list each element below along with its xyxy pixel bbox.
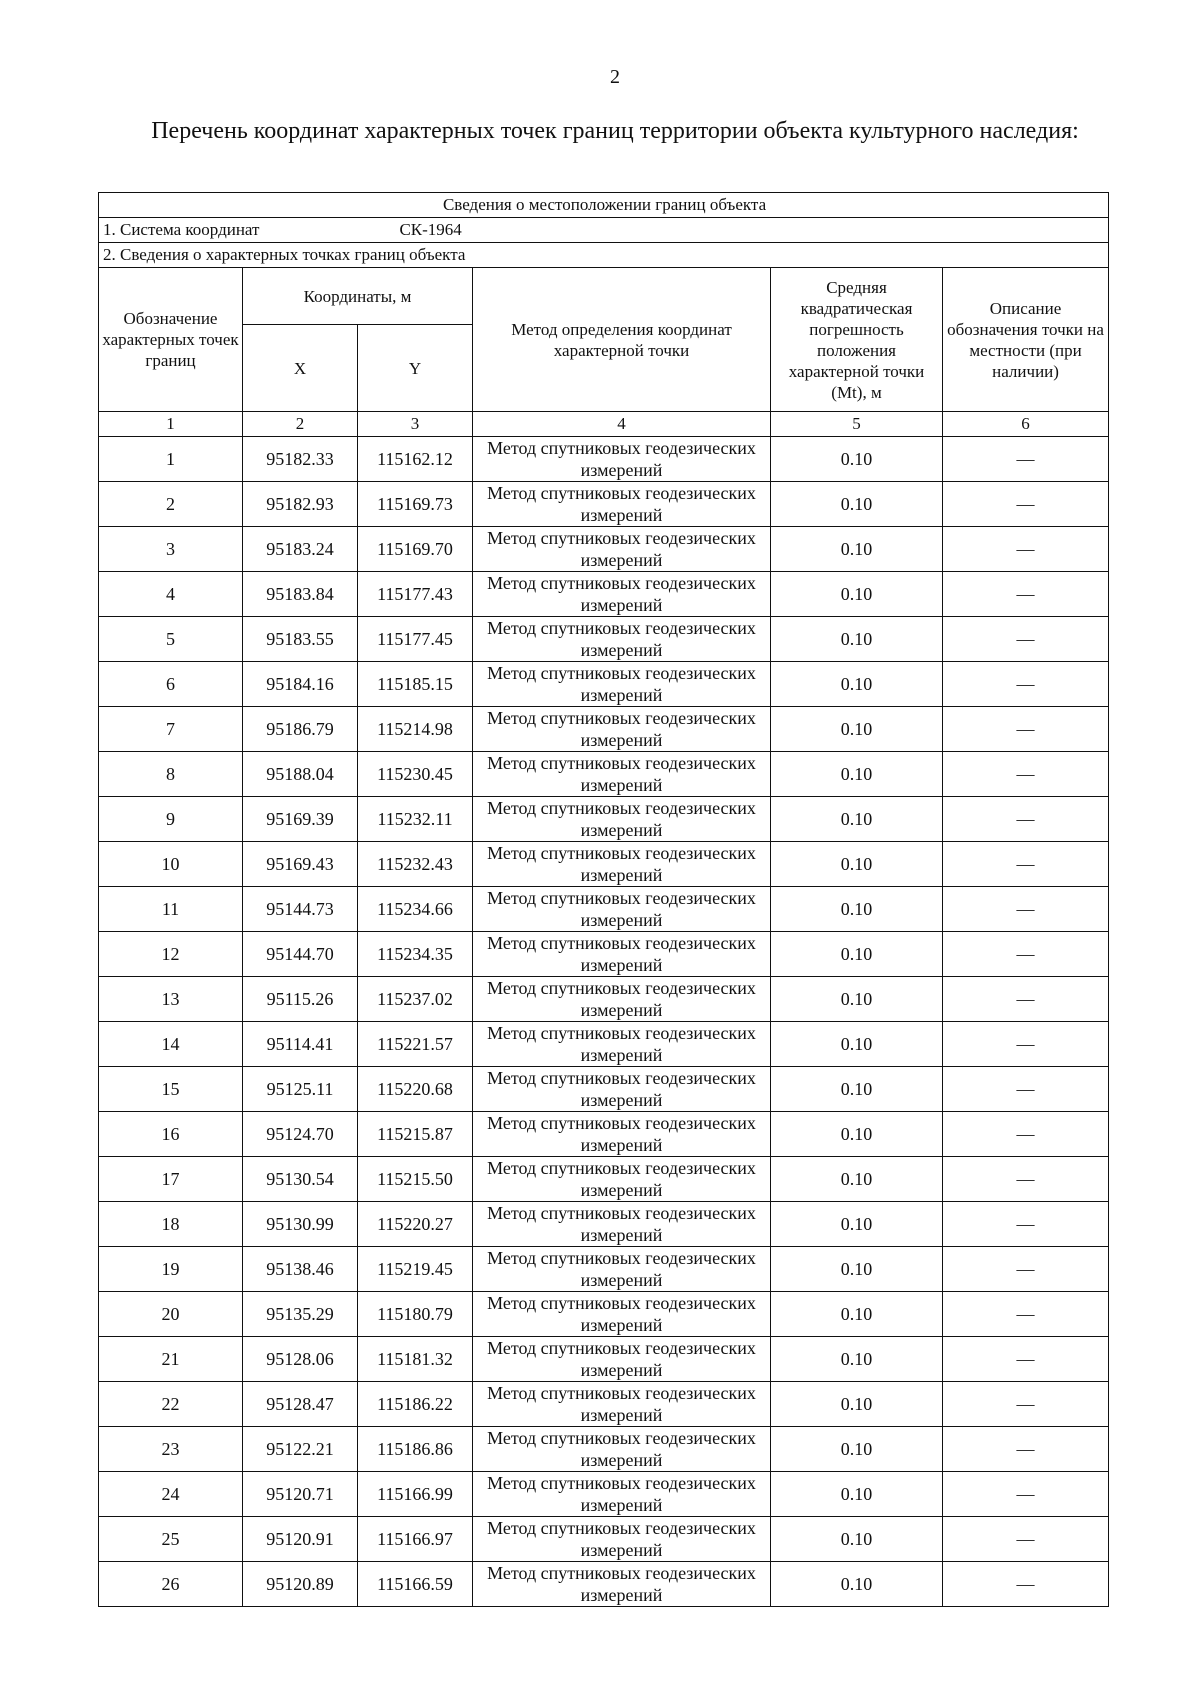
point-id: 6 [99,662,243,707]
point-id: 9 [99,797,243,842]
method-cell: Метод спутниковых геодезических измерений [473,1202,771,1247]
point-id: 19 [99,1247,243,1292]
description-cell: — [943,1517,1109,1562]
coordinate-y: 115232.43 [358,842,473,887]
description-cell: — [943,752,1109,797]
section-title: Сведения о местоположении границ объекта [99,193,1109,218]
point-id: 3 [99,527,243,572]
error-cell: 0.10 [771,887,943,932]
coordinate-x: 95125.11 [243,1067,358,1112]
header-x: X [243,325,358,412]
description-cell: — [943,527,1109,572]
header-description: Описание обозначения точки на местности (при наличии) [943,268,1109,412]
point-id: 5 [99,617,243,662]
table-row [99,527,1109,572]
coordinate-y: 115220.27 [358,1202,473,1247]
table-row [99,1337,1109,1382]
point-id: 11 [99,887,243,932]
point-id: 4 [99,572,243,617]
coordinate-y: 115234.66 [358,887,473,932]
coordinate-y: 115186.22 [358,1382,473,1427]
error-cell: 0.10 [771,1472,943,1517]
table-row [99,842,1109,887]
table-row [99,887,1109,932]
column-number: 5 [771,412,943,437]
coordinate-x: 95122.21 [243,1427,358,1472]
coordinate-y: 115234.35 [358,932,473,977]
coordinate-x: 95183.24 [243,527,358,572]
coordinate-x: 95128.47 [243,1382,358,1427]
points-section-label: 2. Сведения о характерных точках границ объекта [99,243,1109,268]
coordinate-system-row [99,218,1109,243]
coordinate-y: 115169.70 [358,527,473,572]
table-row [99,662,1109,707]
table-row [99,1022,1109,1067]
point-id: 18 [99,1202,243,1247]
method-cell: Метод спутниковых геодезических измерений [473,977,771,1022]
table-row [99,1517,1109,1562]
table-row [99,977,1109,1022]
method-cell: Метод спутниковых геодезических измерений [473,1337,771,1382]
coordinate-y: 115180.79 [358,1292,473,1337]
method-cell: Метод спутниковых геодезических измерений [473,527,771,572]
description-cell: — [943,797,1109,842]
table-row [99,1472,1109,1517]
header-error: Средняя квадратическая погрешность положения характерной точки (Mt), м [771,268,943,412]
coordinate-y: 115166.59 [358,1562,473,1607]
coordinate-x: 95144.70 [243,932,358,977]
description-cell: — [943,1247,1109,1292]
table-row [99,1067,1109,1112]
error-cell: 0.10 [771,1382,943,1427]
coordinate-y: 115237.02 [358,977,473,1022]
error-cell: 0.10 [771,1427,943,1472]
description-cell: — [943,437,1109,482]
coordinate-x: 95120.89 [243,1562,358,1607]
coordinate-x: 95188.04 [243,752,358,797]
header-coordinates: Координаты, м [243,268,473,325]
header-designation: Обозначение характерных точек границ [99,268,243,412]
table-row [99,1157,1109,1202]
point-id: 7 [99,707,243,752]
error-cell: 0.10 [771,1022,943,1067]
description-cell: — [943,1337,1109,1382]
coordinate-y: 115230.45 [358,752,473,797]
table-row [99,707,1109,752]
error-cell: 0.10 [771,1112,943,1157]
error-cell: 0.10 [771,842,943,887]
method-cell: Метод спутниковых геодезических измерений [473,437,771,482]
coordinate-x: 95120.71 [243,1472,358,1517]
error-cell: 0.10 [771,707,943,752]
point-id: 14 [99,1022,243,1067]
error-cell: 0.10 [771,1202,943,1247]
point-id: 17 [99,1157,243,1202]
column-number: 3 [358,412,473,437]
method-cell: Метод спутниковых геодезических измерений [473,842,771,887]
coordinate-y: 115215.50 [358,1157,473,1202]
coordinate-y: 115186.86 [358,1427,473,1472]
point-id: 20 [99,1292,243,1337]
method-cell: Метод спутниковых геодезических измерений [473,572,771,617]
description-cell: — [943,1427,1109,1472]
method-cell: Метод спутниковых геодезических измерений [473,1472,771,1517]
table-row [99,1202,1109,1247]
coordinate-y: 115220.68 [358,1067,473,1112]
description-cell: — [943,887,1109,932]
column-number: 1 [99,412,243,437]
method-cell: Метод спутниковых геодезических измерений [473,617,771,662]
table-row [99,752,1109,797]
table-row [99,1427,1109,1472]
method-cell: Метод спутниковых геодезических измерений [473,1067,771,1112]
coordinate-x: 95130.99 [243,1202,358,1247]
table-row [99,437,1109,482]
point-id: 8 [99,752,243,797]
error-cell: 0.10 [771,1067,943,1112]
coordinate-y: 115214.98 [358,707,473,752]
error-cell: 0.10 [771,617,943,662]
error-cell: 0.10 [771,1292,943,1337]
coordinate-x: 95182.33 [243,437,358,482]
coordinate-y: 115169.73 [358,482,473,527]
coordinate-y: 115219.45 [358,1247,473,1292]
column-number: 4 [473,412,771,437]
coordinate-y: 115166.99 [358,1472,473,1517]
description-cell: — [943,1472,1109,1517]
description-cell: — [943,662,1109,707]
description-cell: — [943,1067,1109,1112]
error-cell: 0.10 [771,1247,943,1292]
description-cell: — [943,1292,1109,1337]
coordinate-x: 95124.70 [243,1112,358,1157]
description-cell: — [943,842,1109,887]
method-cell: Метод спутниковых геодезических измерений [473,1427,771,1472]
method-cell: Метод спутниковых геодезических измерений [473,662,771,707]
coordinate-x: 95115.26 [243,977,358,1022]
error-cell: 0.10 [771,437,943,482]
description-cell: — [943,1112,1109,1157]
error-cell: 0.10 [771,1517,943,1562]
coordinate-x: 95183.55 [243,617,358,662]
coordinate-y: 115215.87 [358,1112,473,1157]
coordinate-x: 95183.84 [243,572,358,617]
coordinate-y: 115181.32 [358,1337,473,1382]
header-y: Y [358,325,473,412]
method-cell: Метод спутниковых геодезических измерений [473,707,771,752]
error-cell: 0.10 [771,932,943,977]
header-method: Метод определения координат характерной точки [473,268,771,412]
table-row [99,797,1109,842]
point-id: 10 [99,842,243,887]
description-cell: — [943,707,1109,752]
method-cell: Метод спутниковых геодезических измерений [473,1562,771,1607]
description-cell: — [943,977,1109,1022]
table-row [99,617,1109,662]
point-id: 1 [99,437,243,482]
method-cell: Метод спутниковых геодезических измерений [473,1382,771,1427]
column-number: 6 [943,412,1109,437]
coordinate-x: 95186.79 [243,707,358,752]
error-cell: 0.10 [771,482,943,527]
coordinate-x: 95128.06 [243,1337,358,1382]
coordinate-x: 95138.46 [243,1247,358,1292]
table-row [99,1247,1109,1292]
coordinate-x: 95144.73 [243,887,358,932]
coordinate-x: 95169.39 [243,797,358,842]
description-cell: — [943,1202,1109,1247]
coordinate-system-label: 1. Система координат [103,220,260,239]
error-cell: 0.10 [771,1562,943,1607]
coordinate-system-value: СК-1964 [399,220,462,239]
point-id: 13 [99,977,243,1022]
method-cell: Метод спутниковых геодезических измерений [473,1517,771,1562]
point-id: 21 [99,1337,243,1382]
description-cell: — [943,1022,1109,1067]
table-row [99,1292,1109,1337]
point-id: 22 [99,1382,243,1427]
coordinate-x: 95184.16 [243,662,358,707]
table-row [99,1112,1109,1157]
coordinate-x: 95135.29 [243,1292,358,1337]
table-row [99,1562,1109,1607]
table-row [99,1382,1109,1427]
column-number: 2 [243,412,358,437]
coordinates-table [98,192,1109,1607]
coordinate-x: 95182.93 [243,482,358,527]
method-cell: Метод спутниковых геодезических измерений [473,932,771,977]
point-id: 23 [99,1427,243,1472]
error-cell: 0.10 [771,572,943,617]
method-cell: Метод спутниковых геодезических измерений [473,887,771,932]
description-cell: — [943,482,1109,527]
point-id: 2 [99,482,243,527]
description-cell: — [943,1562,1109,1607]
method-cell: Метод спутниковых геодезических измерений [473,1247,771,1292]
error-cell: 0.10 [771,752,943,797]
description-cell: — [943,572,1109,617]
coordinate-y: 115221.57 [358,1022,473,1067]
error-cell: 0.10 [771,527,943,572]
method-cell: Метод спутниковых геодезических измерений [473,752,771,797]
coordinate-x: 95169.43 [243,842,358,887]
document-title: Перечень координат характерных точек границ территории объекта культурного наследия: [151,118,1079,144]
point-id: 12 [99,932,243,977]
error-cell: 0.10 [771,1337,943,1382]
coordinate-x: 95130.54 [243,1157,358,1202]
method-cell: Метод спутниковых геодезических измерений [473,1157,771,1202]
point-id: 26 [99,1562,243,1607]
description-cell: — [943,1382,1109,1427]
error-cell: 0.10 [771,797,943,842]
method-cell: Метод спутниковых геодезических измерений [473,1022,771,1067]
coordinate-y: 115162.12 [358,437,473,482]
point-id: 16 [99,1112,243,1157]
coordinate-y: 115166.97 [358,1517,473,1562]
table-row [99,572,1109,617]
description-cell: — [943,617,1109,662]
point-id: 24 [99,1472,243,1517]
error-cell: 0.10 [771,662,943,707]
coordinate-y: 115177.45 [358,617,473,662]
error-cell: 0.10 [771,977,943,1022]
method-cell: Метод спутниковых геодезических измерений [473,1292,771,1337]
coordinate-y: 115232.11 [358,797,473,842]
description-cell: — [943,932,1109,977]
table-row [99,932,1109,977]
coordinate-x: 95114.41 [243,1022,358,1067]
coordinate-y: 115185.15 [358,662,473,707]
description-cell: — [943,1157,1109,1202]
page-number: 2 [610,66,620,88]
error-cell: 0.10 [771,1157,943,1202]
point-id: 25 [99,1517,243,1562]
point-id: 15 [99,1067,243,1112]
method-cell: Метод спутниковых геодезических измерений [473,1112,771,1157]
method-cell: Метод спутниковых геодезических измерений [473,482,771,527]
coordinate-y: 115177.43 [358,572,473,617]
table-row [99,482,1109,527]
method-cell: Метод спутниковых геодезических измерений [473,797,771,842]
coordinate-x: 95120.91 [243,1517,358,1562]
